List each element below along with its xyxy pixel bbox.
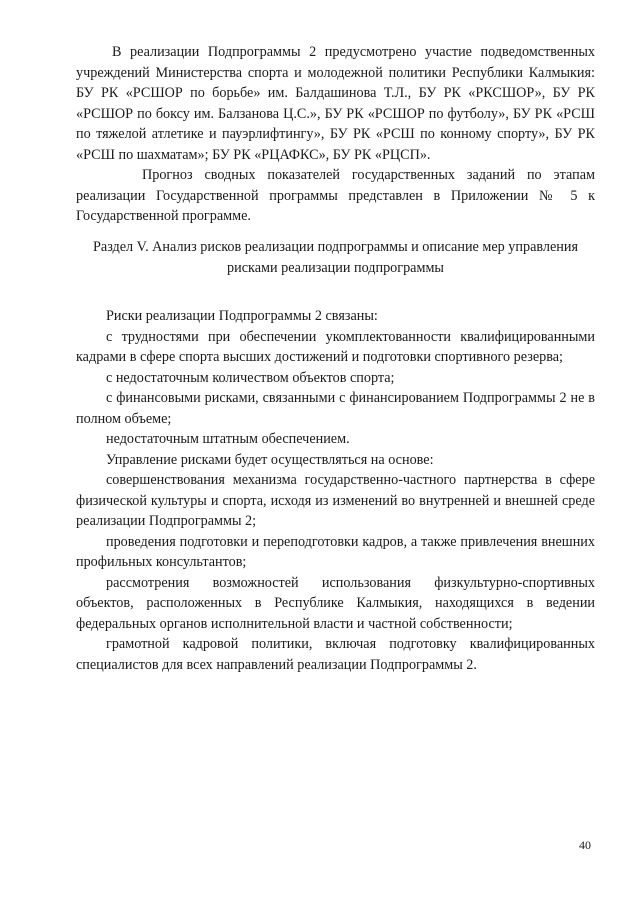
management-item: совершенствования механизма государственно-частного партнерства в сфере физической культуры и спорта, исходя из изменений во внутренней и внешней среде реализации Подпрограммы 2; — [76, 472, 595, 529]
risks-text-block — [76, 306, 595, 675]
management-item: грамотной кадровой политики, включая подготовку квалифицированных специалистов для всех направлений реализации Подпрограммы 2. — [76, 636, 595, 673]
management-intro: Управление рисками будет осуществляться на основе: — [106, 451, 434, 468]
risk-item: с недостаточным количеством объектов спорта; — [106, 369, 395, 386]
risk-item: недостаточным штатным обеспечением. — [106, 431, 350, 447]
risk-item: с финансовыми рисками, связанными с финансированием Подпрограммы 2 не в полном объеме; — [76, 390, 595, 427]
management-item: проведения подготовки и переподготовки кадров, а также привлечения внешних профильных консультантов; — [76, 533, 595, 570]
page-number: 40 — [579, 838, 591, 852]
risks-intro: Риски реализации Подпрограммы 2 связаны: — [106, 308, 378, 324]
management-item: рассмотрения возможностей использования физкультурно-спортивных объектов, расположенных в Республике Калмыкия, находящихся в ведении федеральных органов исполнительной власти и частной собственности; — [76, 574, 595, 632]
intro-text-block — [76, 42, 595, 227]
participation-paragraph: В реализации Подпрограммы 2 предусмотрено участие подведомственных учреждений Министерства спорта и молодежной политики Республики Калмыкия: БУ РК «РСШОР по борьбе» им. Балдашинова Т.Л., БУ РК «РКСШОР», БУ РК «РСШОР по боксу им. Балзанова Ц.С.», БУ РК «РСШОР по футболу», БУ РК «РСШ по тяжелой атлетике и пауэрлифтингу», БУ РК «РСШ по конному спорту», БУ РК «РСШ по шахматам»; БУ РК «РЦАФКС», БУ РК «РЦСП». — [76, 44, 595, 163]
section-heading-line-1: Раздел V. Анализ рисков реализации подпрограммы и описание мер управления — [93, 239, 578, 255]
section-heading — [76, 237, 595, 278]
section-heading-line-2: рисками реализации подпрограммы — [227, 259, 444, 276]
forecast-paragraph: Прогноз сводных показателей государственных заданий по этапам реализации Государственной программы представлен в Приложении № 5 к Государственной программе. — [76, 167, 595, 224]
risk-item: с трудностями при обеспечении укомплектованности квалифицированными кадрами в сфере спорта высших достижений и подготовки спортивного резерва; — [76, 328, 595, 365]
